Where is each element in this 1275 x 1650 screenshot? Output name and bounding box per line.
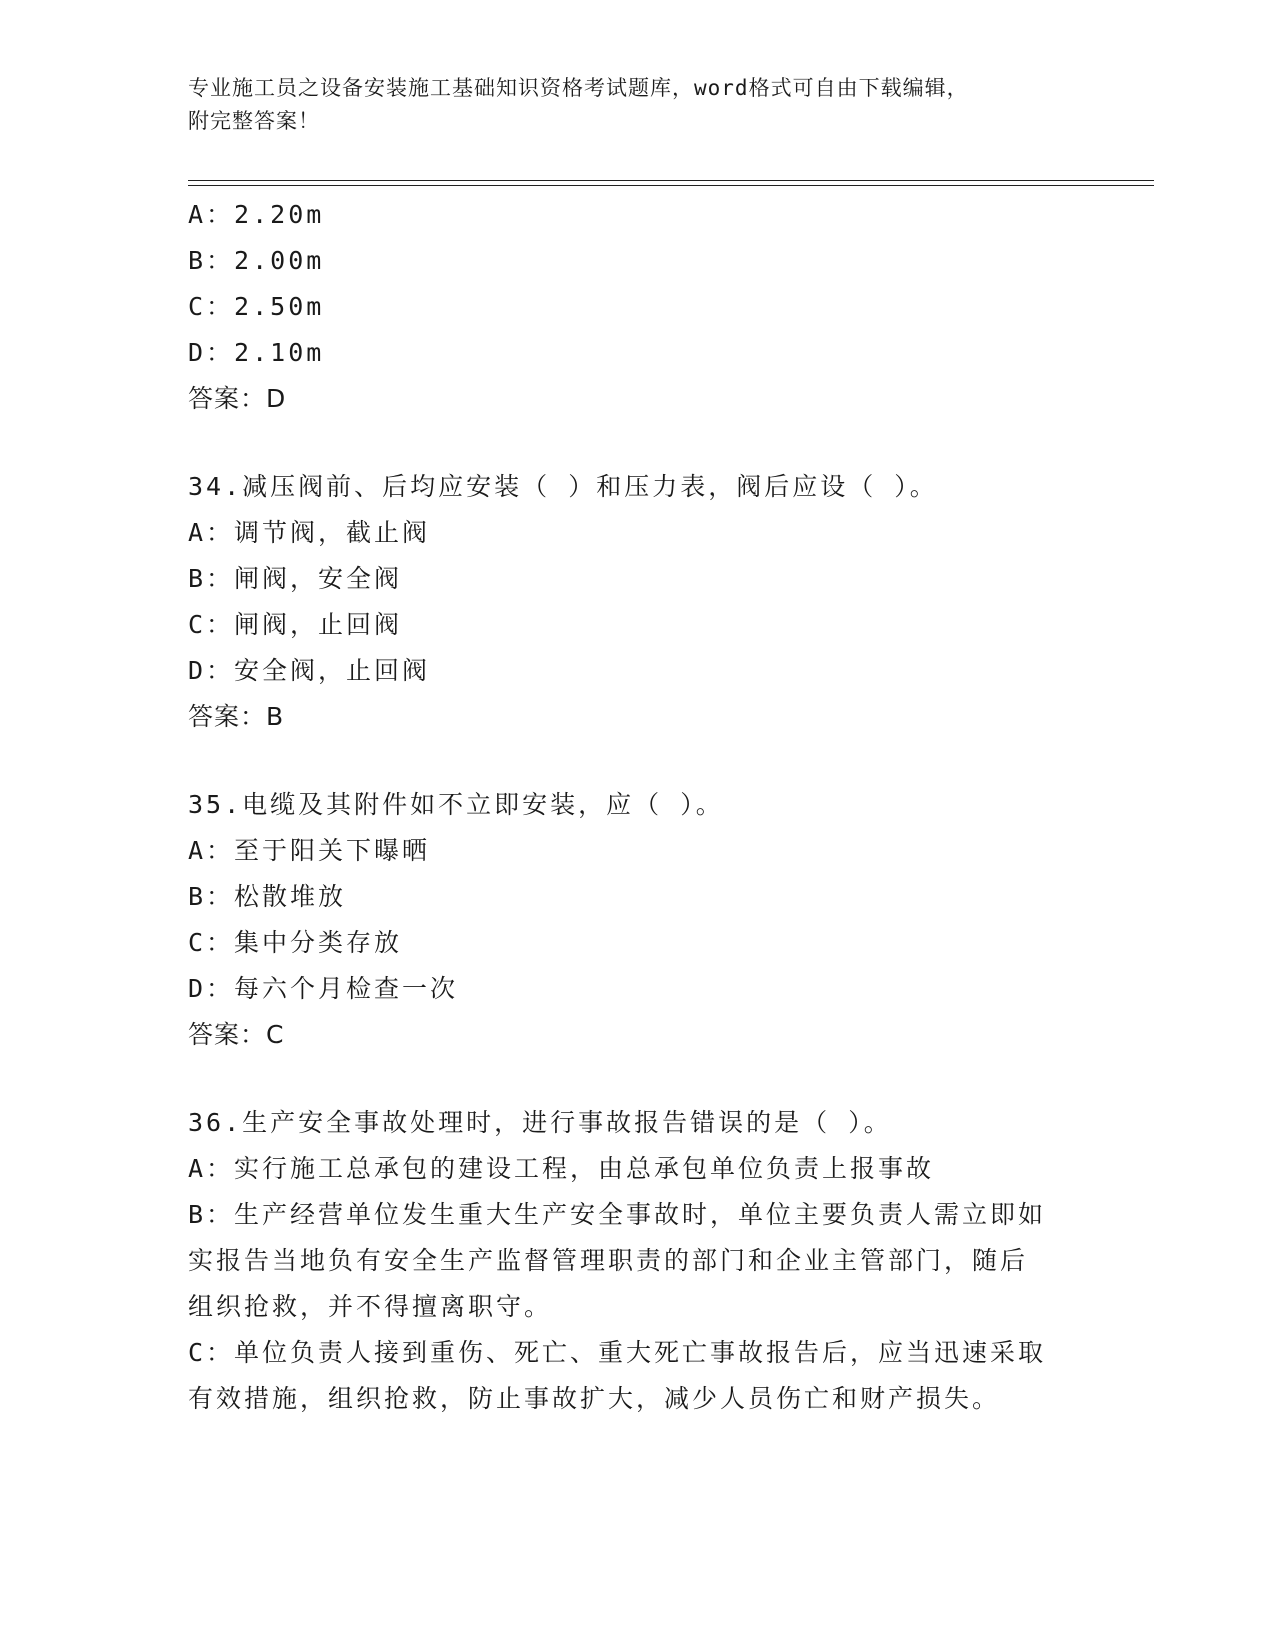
document-header: [188, 72, 1088, 138]
question-35: [188, 782, 1088, 1058]
question-text: 36.生产安全事故处理时，进行事故报告错误的是（ ）。: [188, 1108, 892, 1137]
option-d: D：安全阀，止回阀: [188, 656, 431, 685]
option-c: C：2.50m: [188, 292, 325, 321]
header-divider-bottom: [188, 185, 1154, 186]
question-list: [188, 192, 1088, 1422]
answer: 答案：B: [188, 702, 285, 731]
header-line-1: 专业施工员之设备安装施工基础知识资格考试题库，word格式可自由下载编辑，: [188, 76, 969, 100]
question-text: 34.减压阀前、后均应安装（ ）和压力表，阀后应设（ ）。: [188, 472, 938, 501]
option-c-line-1: C：单位负责人接到重伤、死亡、重大死亡事故报告后，应当迅速采取: [188, 1338, 1047, 1367]
answer: 答案：D: [188, 384, 287, 413]
option-a: A：至于阳关下曝晒: [188, 836, 431, 865]
option-c: C：闸阀，止回阀: [188, 610, 403, 639]
question-33: [188, 192, 1088, 422]
option-a: A：实行施工总承包的建设工程，由总承包单位负责上报事故: [188, 1154, 935, 1183]
option-b: B：2.00m: [188, 246, 325, 275]
option-c: C：集中分类存放: [188, 928, 403, 957]
header-line-2: 附完整答案！: [188, 109, 320, 133]
question-text: 35.电缆及其附件如不立即安装，应（ ）。: [188, 790, 724, 819]
header-divider-top: [188, 180, 1154, 181]
answer: 答案：C: [188, 1020, 285, 1049]
option-c-line-2: 有效措施，组织抢救，防止事故扩大，减少人员伤亡和财产损失。: [188, 1384, 1001, 1413]
option-a: A：2.20m: [188, 200, 325, 229]
option-a: A：调节阀，截止阀: [188, 518, 431, 547]
option-b: B：闸阀，安全阀: [188, 564, 403, 593]
question-36: [188, 1100, 1088, 1422]
option-b: B：松散堆放: [188, 882, 347, 911]
option-b-line-3: 组织抢救，并不得擅离职守。: [188, 1292, 553, 1321]
question-34: [188, 464, 1088, 740]
option-d: D：2.10m: [188, 338, 325, 367]
option-b-line-1: B：生产经营单位发生重大生产安全事故时，单位主要负责人需立即如: [188, 1200, 1047, 1229]
option-d: D：每六个月检查一次: [188, 974, 459, 1003]
option-b-line-2: 实报告当地负有安全生产监督管理职责的部门和企业主管部门，随后: [188, 1246, 1029, 1275]
